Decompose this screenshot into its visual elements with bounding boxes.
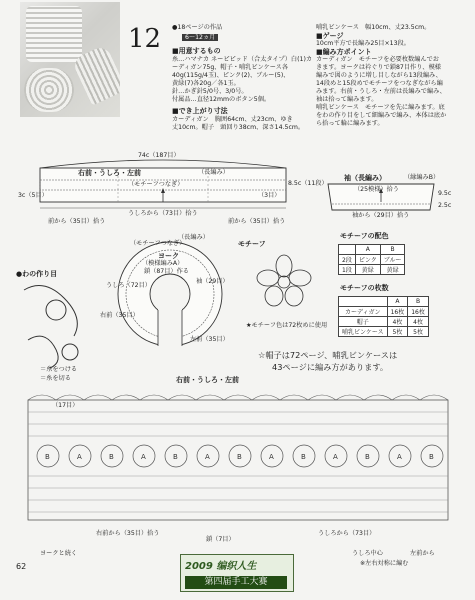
svg-text:B: B	[173, 453, 178, 461]
table-header-cell: A	[355, 245, 380, 255]
yoke-left-front: 右前（35目）	[100, 312, 139, 319]
chart-bottom-mid: 鎖（7目）	[206, 536, 235, 543]
svg-text:A: A	[205, 453, 210, 461]
materials-list	[172, 56, 312, 104]
count-table-title: モチーフの枚数	[340, 284, 389, 292]
sleeve-bottom: 袖から（29目）拾う	[352, 212, 410, 219]
table-header-row	[339, 297, 429, 307]
count-table	[338, 296, 429, 337]
yoke-sleeve: 袖（29目）	[196, 278, 229, 285]
instr-line: きます。ヨークは衿ぐりで鎖87目作り、模様	[316, 64, 441, 71]
materials-line: 糸…ハマナカ ネーピピッド（合太タイプ）白(1)カ	[172, 56, 313, 63]
ring-start-svg	[14, 280, 96, 372]
body-motif-label: （モチーフつなぎ）	[128, 181, 184, 188]
product-photo	[20, 2, 120, 117]
instr-line: 10cm平方で長編み25目×13段。	[316, 40, 410, 47]
stitch-chart-svg	[12, 386, 464, 546]
legend-attach: ＝糸をつける	[40, 366, 78, 373]
yoke-diagram	[100, 232, 240, 352]
color-table	[338, 244, 405, 275]
yoke-chain-start: 鎖（87目）作る	[144, 268, 189, 275]
table-header-row	[339, 245, 405, 255]
body-title: 右前・うしろ・左前	[78, 169, 141, 177]
materials-line: 付属品…直径12mmのボタン5個。	[172, 96, 271, 103]
instr-line: 袖は拾って編みます。	[316, 96, 378, 103]
materials-line: 針…かぎ針5/0号、3/0号。	[172, 88, 248, 95]
table-cell: 2段	[339, 255, 356, 265]
stitch-chart	[12, 386, 464, 546]
body-method: （長編み）	[198, 169, 229, 176]
ring-start-illustration	[14, 280, 96, 372]
materials-heading: ■用意するもの	[172, 47, 221, 55]
svg-text:B: B	[301, 453, 306, 461]
table-header-cell: B	[380, 245, 405, 255]
table-cell: 黄緑	[355, 265, 380, 275]
size-badge: 6～12ヵ月	[182, 34, 218, 42]
body-diagram	[18, 150, 328, 230]
table-header-cell: B	[408, 297, 429, 307]
instr-line: をわの作り目をして細編みで編み、本体は底か	[316, 112, 447, 119]
sleeve-title: 袖（長編み）	[344, 174, 386, 182]
svg-text:B: B	[365, 453, 370, 461]
yoke-long-st: （長編み）	[178, 234, 209, 241]
finished-size-heading: ■でき上がり寸法	[172, 107, 228, 115]
svg-text:A: A	[333, 453, 338, 461]
instructions-column	[316, 24, 446, 128]
yoke-right-front: 左前（35目）	[190, 336, 229, 343]
yoke-diagram-lines	[100, 232, 240, 352]
table-header-cell	[339, 297, 388, 307]
motif-title: モチーフ	[238, 240, 266, 248]
instr-line: みます。右前・うしろ・左前は長編みで編み、	[316, 88, 446, 95]
motif-illustration	[254, 252, 314, 312]
gauge-heading: ■ゲージ	[316, 32, 344, 40]
svg-text:A: A	[141, 453, 146, 461]
table-cell: 哺乳ビンケース	[339, 327, 388, 337]
materials-line: 黄緑(7)各20g／各1玉。	[172, 80, 240, 87]
instr-line: 14段めと15段めでモチーフをつなぎながら編	[316, 80, 443, 87]
body-side-1: 3c（5目）	[18, 192, 48, 199]
motif-svg	[254, 252, 314, 312]
body-right-pickup: 前から（35目）拾う	[228, 218, 286, 225]
table-header-cell: A	[387, 297, 408, 307]
table-cell: 黄緑	[380, 265, 405, 275]
svg-text:B: B	[109, 453, 114, 461]
chart-left-front: 左前から	[410, 550, 435, 557]
body-bottom-pickup: うしろから（73目）拾う	[128, 210, 198, 217]
finished-size-line: カーディガン 胸囲64cm、丈23cm、ゆき	[172, 116, 293, 123]
table-row	[339, 255, 405, 265]
materials-line: ーディガン75g、帽子・哺乳ビンケース各	[172, 64, 289, 71]
instr-line: ら拾って輪に編みます。	[316, 120, 384, 127]
page-reference: ●18ページの作品	[172, 24, 223, 31]
hat-photo	[24, 68, 74, 112]
pattern-number: 12	[128, 24, 162, 54]
instr-line: 編みで図のように増し目しながら13段編み、	[316, 72, 442, 79]
svg-text:A: A	[269, 453, 274, 461]
table-cell: 16枚	[387, 307, 408, 317]
svg-text:B: B	[45, 453, 50, 461]
table-cell: 帽子	[339, 317, 388, 327]
logo-top-text: 2009 编织人生	[185, 561, 257, 572]
chart-top-count: （17目）	[52, 402, 79, 409]
sleeve-top: （25模様）拾う	[354, 186, 399, 193]
table-cell: 1段	[339, 265, 356, 275]
ring-start-title: ●わの作り目	[16, 270, 58, 278]
svg-text:A: A	[77, 453, 82, 461]
page-number: 62	[16, 562, 27, 571]
svg-text:A: A	[397, 453, 402, 461]
table-cell: 4枚	[408, 317, 429, 327]
sleeve-diagram-lines	[314, 170, 464, 230]
table-cell: 16枚	[408, 307, 429, 317]
instr-line: 哺乳ビンケース モチーフを先に編みます。底	[316, 104, 445, 111]
finished-size-text	[172, 116, 304, 132]
yoke-motif-join: （モチーフつなぎ）	[130, 240, 186, 247]
chart-center-back: うしろ中心	[352, 550, 383, 557]
materials-line: 40g(115g/4玉)、ピンク(2)、ブルー(5)、	[172, 72, 290, 79]
chart-bottom-left: 右前から（35目）拾う	[96, 530, 160, 537]
sleeve-h1: 9.5c	[438, 190, 452, 197]
table-cell: ブルー	[380, 255, 405, 265]
sleeve-h2: 2.5c	[438, 202, 452, 209]
table-cell: 5枚	[408, 327, 429, 337]
cardigan-photo	[26, 6, 82, 62]
chart-right-note: ※左右対称に編む	[360, 560, 409, 567]
instr-line: 哺乳ビンケース 幅10cm、丈23.5cm。	[316, 24, 431, 31]
svg-text:B: B	[429, 453, 434, 461]
chart-bottom-right: うしろから（73目）	[318, 530, 376, 537]
sleeve-border: （縁編みB）	[404, 174, 440, 181]
yoke-back: うしろ（72目）	[106, 282, 151, 289]
table-row	[339, 317, 429, 327]
motif-note: ★モチーフ色は72枚めに使用	[246, 322, 328, 329]
finished-size-line: 丈10cm。帽子 頭回り38cm、深さ14.5cm。	[172, 124, 305, 131]
svg-text:B: B	[237, 453, 242, 461]
table-cell: ピンク	[355, 255, 380, 265]
body-top-width: 74c（187目）	[138, 152, 180, 159]
logo-bottom-text: 第四届手工大赛	[185, 576, 287, 589]
sleeve-diagram	[314, 170, 464, 230]
body-height: 8.5c（11段）	[288, 180, 328, 187]
body-side-2: （3目）	[258, 192, 281, 199]
chart-left-note: ヨークと続く	[40, 550, 78, 557]
table-row	[339, 327, 429, 337]
table-row	[339, 265, 405, 275]
table-header-cell	[339, 245, 356, 255]
legend-cut: ＝糸を切る	[40, 375, 71, 382]
color-table-title: モチーフの配色	[340, 232, 389, 240]
table-cell: 5枚	[387, 327, 408, 337]
table-cell: カーディガン	[339, 307, 388, 317]
table-cell: 4枚	[387, 317, 408, 327]
body-left-pickup: 前から（35目）拾う	[48, 218, 106, 225]
chart-title: 右前・うしろ・左前	[176, 376, 239, 384]
points-heading: ■編み方ポイント	[316, 48, 372, 56]
instr-line: カーディガン モチーフを必要枚数編んでお	[316, 56, 439, 63]
watermark-logo	[180, 554, 294, 592]
note-line-1: ☆帽子は72ページ、哺乳ビンケースは	[258, 350, 398, 360]
table-row	[339, 307, 429, 317]
note-line-2: 43ページに編み方があります。	[272, 362, 389, 372]
yoke-title: ヨーク	[158, 252, 179, 260]
yoke-pattern: （模様編みA）	[142, 260, 184, 267]
